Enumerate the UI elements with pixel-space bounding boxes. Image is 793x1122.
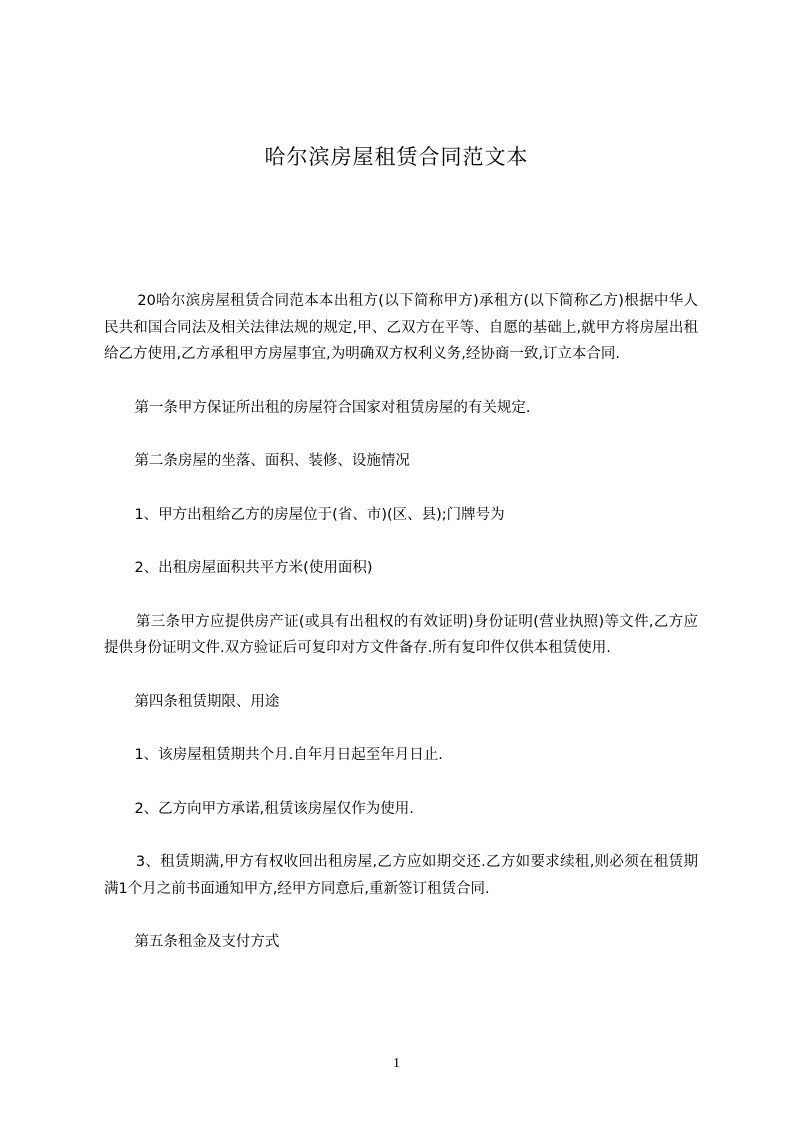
- paragraph-article-2-item-2: 2、出租房屋面积共平方米(使用面积): [134, 560, 373, 576]
- paragraph-article-4-heading: 第四条租赁期限、用途: [134, 693, 280, 710]
- paragraph-article-1: 第一条甲方保证所出租的房屋符合国家对租赁房屋的有关规定.: [134, 399, 531, 416]
- document-body: [104, 288, 698, 983]
- paragraph-article-4-item-1: 1、该房屋租赁期共个月.自年月日起至年月日止.: [134, 747, 443, 763]
- paragraph-preamble: 20哈尔滨房屋租赁合同范本本出租方(以下简称甲方)承租方(以下简称乙方)根据中华人民共和国合同法及相关法律法规的规定,甲、乙双方在平等、自愿的基础上,就甲方将房屋出租给乙方使用,乙方承租甲方房屋事宜,为明确双方权利义务,经协商一致,订立本合同.: [104, 293, 698, 362]
- paragraph-article-5-heading: 第五条租金及支付方式: [134, 934, 280, 950]
- page-number: 1: [393, 1056, 400, 1071]
- paragraph-article-4-item-3: 3、租赁期满,甲方有权收回出租房屋,乙方应如期交还.乙方如要求续租,则必须在租赁期满1个月之前书面通知甲方,经甲方同意后,重新签订租赁合同.: [104, 854, 698, 897]
- paragraph-article-3: 第三条甲方应提供房产证(或具有出租权的有效证明)身份证明(营业执照)等文件,乙方应提供身份证明文件.双方验证后可复印对方文件备存.所有复印件仅供本租赁使用.: [104, 613, 698, 656]
- paragraph-article-2-heading: 第二条房屋的坐落、面积、装修、设施情况: [134, 453, 410, 469]
- paragraph-article-4-item-2: 2、乙方向甲方承诺,租赁该房屋仅作为使用.: [134, 800, 414, 817]
- document-title: 哈尔滨房屋租赁合同范文本: [264, 145, 529, 169]
- paragraph-article-2-item-1: 1、甲方出租给乙方的房屋位于(省、市)(区、县);门牌号为: [134, 506, 505, 523]
